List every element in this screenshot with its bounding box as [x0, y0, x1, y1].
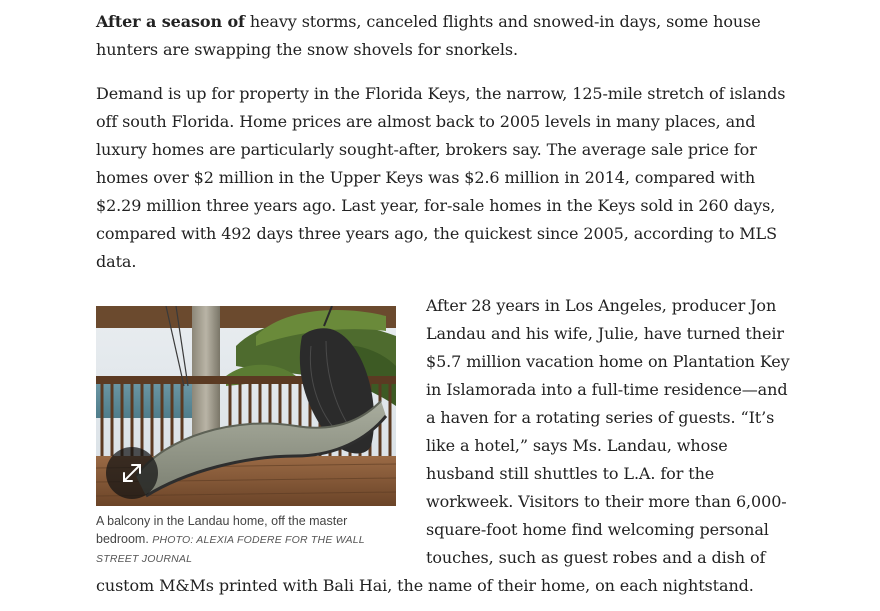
- balcony-photo[interactable]: [96, 306, 396, 506]
- paragraph-intro: [96, 8, 796, 64]
- expand-photo-button[interactable]: [106, 447, 158, 499]
- photo-credit: PHOTO: ALEXIA FODERE FOR THE WALL STREET JOURNAL: [96, 534, 365, 565]
- photo-caption: [96, 512, 396, 568]
- paragraph-demand: Demand is up for property in the Florida Keys, the narrow, 125-mile stretch of islands off south Florida. Home prices are almost back to 2005 levels in many places, and luxury homes are particularly sought-after, brokers say. The average sale price for homes over $2 million in the Upper Keys was $2.6 million in 2014, compared with $2.29 million three years ago. Last year, for-sale homes in the Keys sold in 260 days, compared with 492 days three years ago, the quickest since 2005, according to MLS data.: [96, 84, 786, 271]
- lead-in: After a season of: [96, 12, 245, 31]
- paragraph-intro-text: heavy storms, canceled flights and snowed-in days, some house hunters are swapping the snow shovels for snorkels.: [96, 12, 761, 59]
- article-body: [96, 8, 796, 600]
- caption-text: A balcony in the Landau home, off the master bedroom.: [96, 514, 348, 546]
- paragraph-landau: After 28 years in Los Angeles, producer Jon Landau and his wife, Julie, have turned their $5.7 million vacation home on Plantation Key in Islamorada into a full-time residence—and a haven for a rotating series of guests. “It’s like a hotel,” says Ms. Landau, whose husband still shuttles to L.A. for the workweek. Visitors to their more than 6,000-square-foot home find welcoming personal touches, such as guest robes and a dish of custom M&Ms printed with Bali Hai, the name of their home, on each nightstand.: [96, 296, 790, 595]
- article-figure: [96, 306, 396, 568]
- figure-section: [96, 292, 796, 600]
- expand-arrows-icon: [121, 462, 143, 484]
